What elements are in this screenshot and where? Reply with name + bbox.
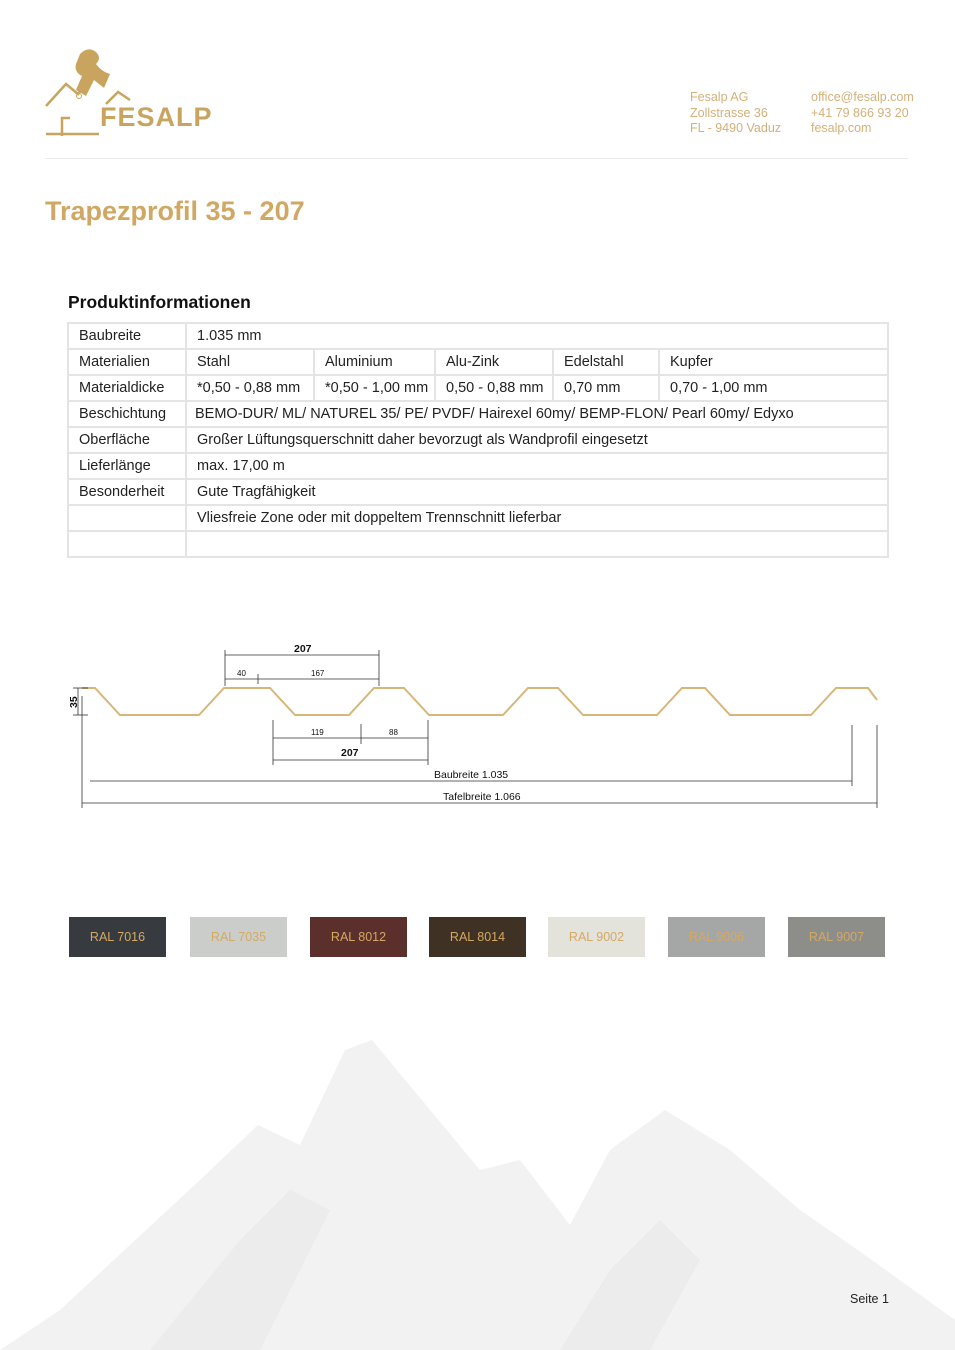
row-label: Materialdicke <box>68 375 186 401</box>
address-line: Zollstrasse 36 <box>690 105 768 120</box>
row-label: Baubreite <box>68 323 186 349</box>
dim-sheet-width: Tafelbreite 1.066 <box>443 791 521 803</box>
page-title: Trapezprofil 35 - 207 <box>45 196 305 226</box>
row-value: 0,70 - 1,00 mm <box>659 375 888 401</box>
row-value: Edelstahl <box>553 349 659 375</box>
swatch-ral-7016[interactable]: RAL 7016 <box>69 917 166 957</box>
table-row <box>68 479 888 505</box>
row-value: Stahl <box>186 349 314 375</box>
swatch-ral-9002[interactable]: RAL 9002 <box>548 917 645 957</box>
product-info-table <box>67 322 889 558</box>
row-label: Materialien <box>68 349 186 375</box>
row-value: 0,70 mm <box>553 375 659 401</box>
dim-bottom-a: 119 <box>311 728 324 737</box>
row-value: BEMO-DUR/ ML/ NATUREL 35/ PE/ PVDF/ Hairexel 60my/ BEMP-FLON/ Pearl 60my/ Edyxo <box>186 401 888 427</box>
dim-height: 35 <box>68 696 80 708</box>
swatch-ral-9006[interactable]: RAL 9006 <box>668 917 765 957</box>
table-row <box>68 453 888 479</box>
company-address <box>690 90 781 137</box>
profile-line <box>82 688 877 715</box>
color-swatches <box>69 917 887 958</box>
row-value: *0,50 - 0,88 mm <box>186 375 314 401</box>
row-value: Gute Tragfähigkeit <box>186 479 888 505</box>
dim-bottom-pitch: 207 <box>341 747 359 759</box>
row-value: max. 17,00 m <box>186 453 888 479</box>
address-line: FL - 9490 Vaduz <box>690 121 782 135</box>
contact-website[interactable]: fesalp.com <box>811 121 872 135</box>
mountain-watermark <box>0 1040 955 1350</box>
row-value: Alu-Zink <box>435 349 553 375</box>
company-contact <box>811 90 914 137</box>
row-value: Aluminium <box>314 349 435 375</box>
page-number: Seite 1 <box>850 1292 889 1306</box>
dim-top-flange: 40 <box>237 669 246 678</box>
row-value: *0,50 - 1,00 mm <box>314 375 435 401</box>
row-value <box>186 531 888 557</box>
swatch-ral-8014[interactable]: RAL 8014 <box>429 917 526 957</box>
contact-phone[interactable]: +41 79 866 93 20 <box>811 105 909 120</box>
profile-drawing <box>60 636 890 816</box>
table-row <box>68 375 888 401</box>
table-row <box>68 349 888 375</box>
row-value: Vliesfreie Zone oder mit doppeltem Trennschnitt lieferbar <box>186 505 888 531</box>
section-title: Produktinformationen <box>68 292 251 312</box>
swatch-ral-8012[interactable]: RAL 8012 <box>310 917 407 957</box>
row-value: Kupfer <box>659 349 888 375</box>
swatch-ral-9007[interactable]: RAL 9007 <box>788 917 885 957</box>
dim-top-web: 167 <box>311 669 325 678</box>
address-line: Fesalp AG <box>690 90 749 104</box>
table-row <box>68 531 888 557</box>
dim-cover-width: Baubreite 1.035 <box>434 769 509 781</box>
row-label: Besonderheit <box>68 479 186 505</box>
header-divider <box>45 158 908 159</box>
dim-top-pitch: 207 <box>294 643 312 655</box>
row-label <box>68 531 186 557</box>
table-row <box>68 323 888 349</box>
row-value: 0,50 - 0,88 mm <box>435 375 553 401</box>
row-value: 1.035 mm <box>186 323 888 349</box>
row-label: Beschichtung <box>68 401 186 427</box>
swatch-ral-7035[interactable]: RAL 7035 <box>190 917 287 957</box>
brand-name: FESALP <box>100 102 213 132</box>
contact-email[interactable]: office@fesalp.com <box>811 90 914 104</box>
table-row <box>68 505 888 531</box>
dim-bottom-b: 88 <box>389 728 398 737</box>
row-label: Lieferlänge <box>68 453 186 479</box>
table-row <box>68 401 888 427</box>
row-value: Großer Lüftungsquerschnitt daher bevorzugt als Wandprofil eingesetzt <box>186 427 888 453</box>
table-row <box>68 427 888 453</box>
row-label: Oberfläche <box>68 427 186 453</box>
row-label <box>68 505 186 531</box>
